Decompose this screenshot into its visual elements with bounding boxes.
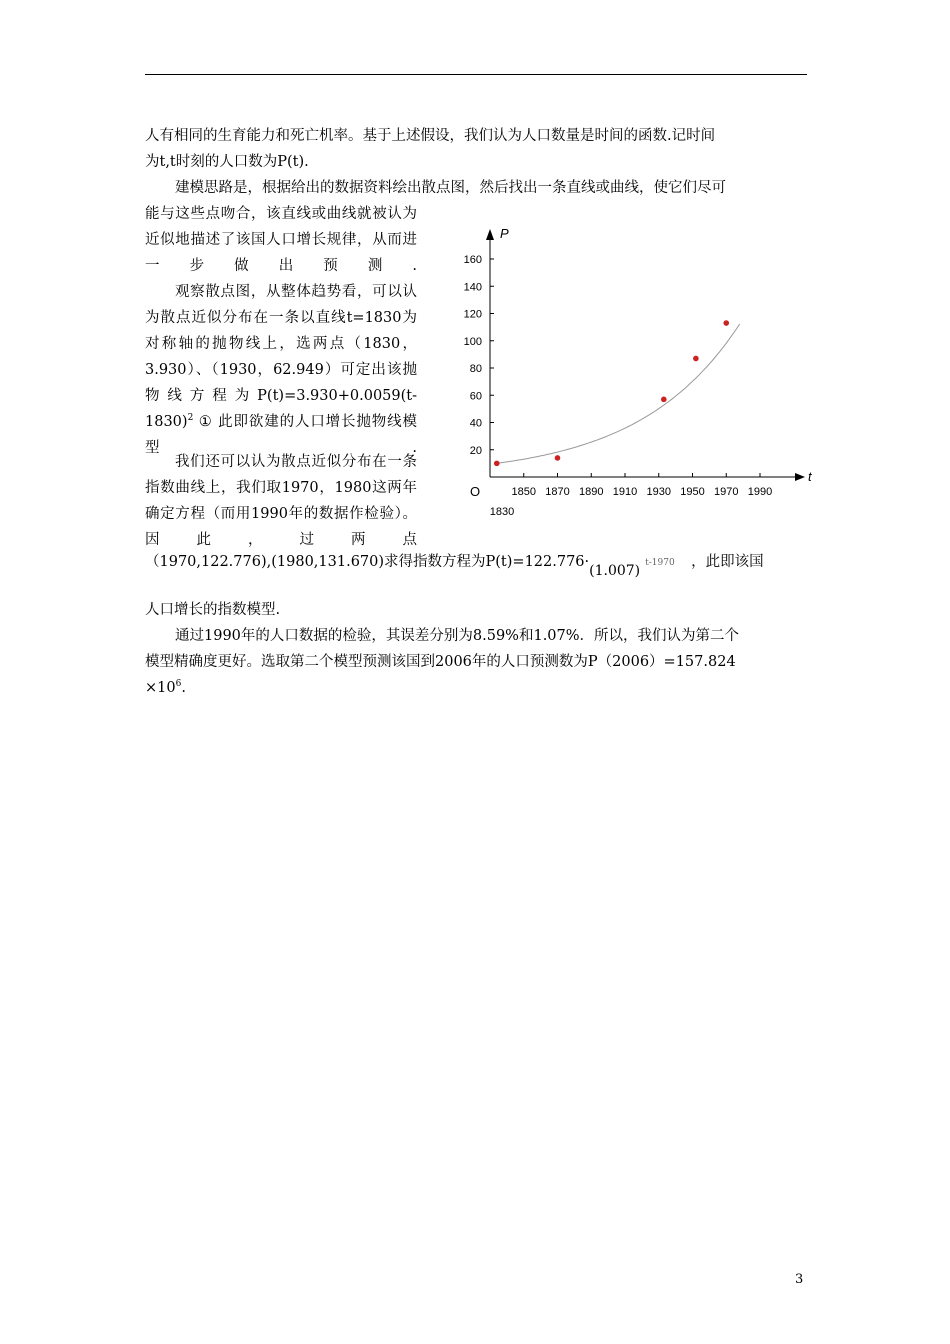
x-tick-label-1830: 1830 bbox=[489, 506, 515, 518]
data-point-3 bbox=[661, 397, 667, 403]
x-tick-label-1970: 1970 bbox=[714, 486, 739, 498]
data-point-2 bbox=[555, 455, 561, 461]
y-tick-label-60: 60 bbox=[469, 390, 482, 403]
y-tick-label-80: 80 bbox=[469, 363, 482, 375]
paragraph-4-last-line: 人口增长的指数模型. bbox=[145, 602, 281, 618]
y-tick-label-20: 20 bbox=[469, 444, 482, 457]
y-axis-label: P bbox=[500, 226, 509, 241]
paragraph-3-superscript: 2 bbox=[187, 413, 194, 423]
x-tick-label-1850: 1850 bbox=[511, 486, 536, 498]
exponent-base: (1.007) bbox=[589, 563, 641, 579]
population-scatter-chart bbox=[445, 222, 820, 527]
paragraph-2-rest: 能与这些点吻合，该直线或曲线就被认为近似地描述了该国人口增长规律，从而进一步做出预测. bbox=[145, 206, 417, 274]
paragraph-5-line-1: 通过1990年的人口数据的检验，其误差分别为8.59%和1.07%．所以，我们认为第二个 bbox=[175, 628, 740, 644]
paragraph-3-tail: ① 此即欲建的人口增长抛物线模型. bbox=[145, 414, 418, 456]
x-tick-label-1990: 1990 bbox=[747, 486, 773, 498]
exponent-formula bbox=[589, 550, 691, 579]
x-tick-label-1950: 1950 bbox=[680, 486, 705, 498]
paragraph-5-line-2: 模型精确度更好。选取第二个模型预测该国到2006年的人口预测数为P（2006）=157.824 bbox=[145, 654, 736, 670]
data-point-1 bbox=[494, 461, 500, 467]
paragraph-5-superscript: 6 bbox=[175, 679, 182, 689]
data-point-4 bbox=[693, 356, 699, 362]
paragraph-2-line-1: 建模思路是，根据给出的数据资料绘出散点图，然后找出一条直线或曲线，使它们尽可 bbox=[175, 180, 726, 196]
y-axis-arrow bbox=[486, 229, 494, 240]
y-tick-label-120: 120 bbox=[463, 308, 482, 321]
data-point-5 bbox=[723, 320, 729, 326]
page-number: 3 bbox=[795, 1272, 804, 1287]
exponent-power: t-1970 bbox=[645, 558, 675, 568]
x-tick-label-1910: 1910 bbox=[612, 486, 638, 498]
paragraph-1-line-1: 人有相同的生育能力和死亡机率。基于上述假设，我们认为人口数量是时间的函数.记时间 bbox=[145, 128, 716, 144]
paragraph-4-equation-text: （1970,122.776),(1980,131.670)求得指数方程为P(t)=122.776· bbox=[145, 554, 590, 570]
y-tick-label-140: 140 bbox=[463, 281, 482, 294]
y-axis-ticks bbox=[464, 254, 494, 457]
paragraph-1-line-2: 为t,t时刻的人口数为P(t). bbox=[145, 154, 309, 170]
x-axis-label: t bbox=[808, 469, 812, 484]
chart-axes bbox=[486, 229, 805, 481]
paragraph-4-after: ，此即该国 bbox=[691, 554, 764, 570]
y-tick-label-100: 100 bbox=[463, 335, 482, 348]
paragraph-4: 我们还可以认为散点近似分布在一条指数曲线上，我们取1970，1980这两年确定方程（而用1990年的数据作检验）。因此，过两点 bbox=[145, 454, 417, 548]
trend-curve bbox=[497, 324, 740, 464]
data-points bbox=[494, 320, 729, 466]
x-tick-label-1930: 1930 bbox=[646, 486, 671, 498]
y-tick-label-40: 40 bbox=[469, 417, 482, 430]
header-rule bbox=[145, 74, 807, 75]
x-tick-label-1890: 1890 bbox=[579, 486, 604, 498]
paragraph-5-text: ×10 bbox=[145, 680, 176, 696]
paragraph-3 bbox=[145, 279, 417, 461]
x-axis-arrow bbox=[795, 473, 805, 481]
paragraph-3-text: 观察散点图，从整体趋势看，可以认为散点近似分布在一条以直线t=1830为对称轴的抛物线上，选两点（1830，3.930）、（1930，62.949）可定出该抛物线方程为P(t)=3.930+0.0059(t-1830) bbox=[145, 284, 417, 430]
paragraph-5-line-3 bbox=[145, 675, 807, 701]
x-tick-label-1870: 1870 bbox=[545, 486, 570, 498]
y-tick-label-160: 160 bbox=[463, 254, 482, 266]
origin-label: O bbox=[470, 484, 481, 499]
paragraph-5-end: . bbox=[181, 680, 186, 696]
paragraph-4-equation-line bbox=[145, 549, 807, 579]
